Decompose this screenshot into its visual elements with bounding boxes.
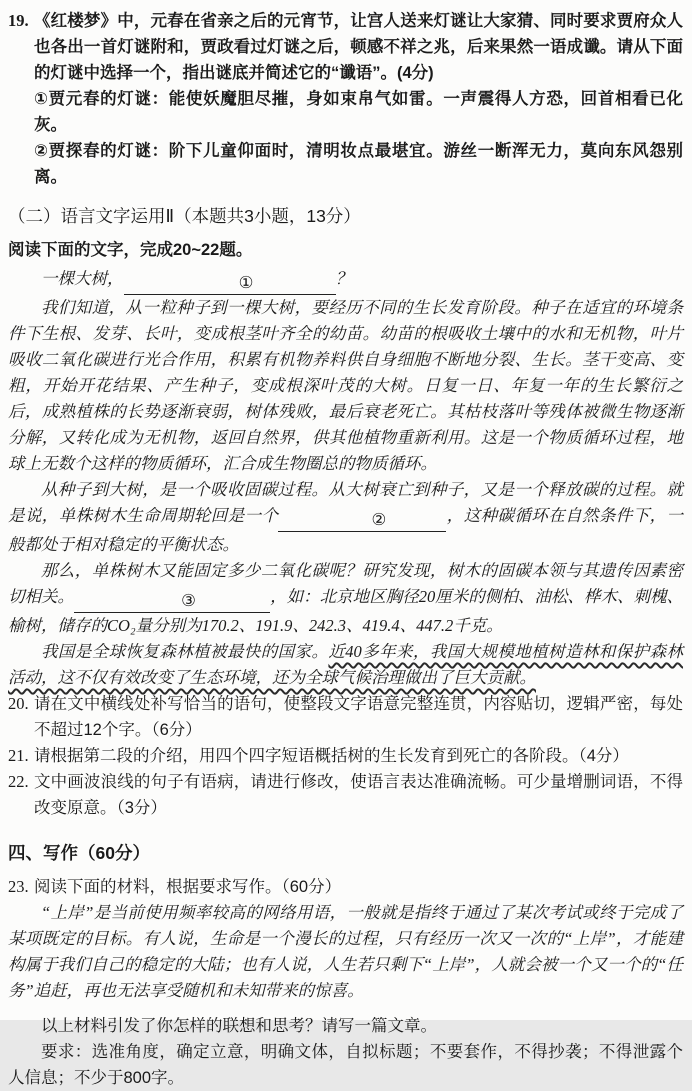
passage-paragraph-5	[8, 639, 683, 691]
essay-material: “上岸”是当前使用频率较高的网络用语，一般就是指终于通过了某次考试或终于完成了某项既定的目标。有人说，生命是一个漫长的过程，只有经历一次又一次的“上岸”，才能建构属于我们自己的稳定的大陆；也有人说，人生若只剩下“上岸”，人就会被一个又一个的“任务”追赶，再也无法享受随机和未知带来的惊喜。	[8, 903, 683, 1000]
question-20	[8, 691, 683, 743]
question-21-text: 请根据第二段的介绍，用四个四字短语概括树的生长发育到死亡的各阶段。（4分）	[34, 747, 629, 765]
passage-paragraph-3-end: ，这种碳循环在自然条件下，一般都处于相对稳定的平衡状态。	[8, 506, 684, 554]
passage-paragraph-3-text: 从种子到大树，是一个吸收固碳过程。从大树衰亡到种子，又是一个释放碳的过程。就是说，单株树木生命周期轮回是一个	[8, 480, 683, 525]
passage-paragraph-5-text: 我国是全球恢复森林植被最快的国家。	[41, 642, 329, 661]
passage-paragraph-2: 我们知道，从一粒种子到一棵大树，要经历不同的生长发育阶段。种子在适宜的环境条件下生根、发芽、长叶，变成根茎叶齐全的幼苗。幼苗的根吸收土壤中的水和无机物，叶片吸收二氧化碳进行光合作用，积累有机物养料供自身细胞不断地分裂、生长。茎干变高、变粗，开始开花结果、产生种子，变成根深叶茂的大树。日复一日、年复一年的生长繁衍之后，成熟植株的长势逐渐衰弱，树体残败，最后衰老死亡。其枯枝落叶等残体被微生物逐渐分解，又转化成为无机物，返回自然界，供其他植物重新利用。这是一个物质循环过程，地球上无数个这样的物质循环，汇合成生物圈总的物质循环。	[8, 298, 683, 473]
blank-2-label: ②	[371, 510, 387, 529]
blank-1-label: ①	[238, 273, 254, 292]
question-23-number: 23.	[8, 877, 29, 896]
question-20-text: 请在文中横线处补写恰当的语句，使整段文字语意完整连贯，内容贴切，逻辑严密，每处不超过12个字。（6分）	[34, 695, 683, 739]
question-19-body	[34, 8, 683, 190]
blank-1	[124, 272, 336, 295]
passage-line-1-end: ？	[335, 269, 352, 288]
question-21-number: 21.	[8, 746, 29, 765]
passage-paragraph-4-text: 那么，单株树木又能固定多少二氧化碳呢？研究发现，树木的固碳本领与其遗传因素密切相关。	[8, 561, 683, 606]
blank-2	[278, 509, 446, 532]
question-21	[8, 743, 683, 769]
question-22-number: 22.	[8, 772, 29, 791]
question-22	[8, 769, 683, 821]
question-20-number: 20.	[8, 694, 29, 713]
essay-prompt: 以上材料引发了你怎样的联想和思考？请写一篇文章。	[41, 1017, 437, 1035]
reading-instruction: 阅读下面的文字，完成20~22题。	[8, 241, 253, 259]
question-22-text: 文中画波浪线的句子有语病，请进行修改，使语言表达准确流畅。可少量增删词语，不得改变原意。（3分）	[34, 773, 683, 817]
section-2-header: （二）语言文字运用Ⅱ（本题共3小题，13分）	[8, 206, 361, 226]
question-23-intro: 阅读下面的材料，根据要求写作。（60分）	[34, 878, 342, 896]
passage-line-1	[8, 266, 683, 295]
question-23	[8, 874, 683, 900]
riddle-1: ①贾元春的灯谜：能使妖魔胆尽摧，身如束帛气如雷。一声震得人方恐，回首相看已化灰。	[34, 90, 683, 134]
wavy-underlined-sentence: 近40多年来，我国大规模地植树造林和保护森林活动，这不仅有效改变了生态环境，还为全球气候治理做出了巨大贡献。	[8, 642, 684, 687]
question-19-text: 《红楼梦》中，元春在省亲之后的元宵节，让宫人送来灯谜让大家猜、同时要求贾府众人也各出一首灯谜附和，贾政看过灯谜之后，顿感不祥之兆，后来果然一语成谶。请从下面的灯谜中选择一个，指出谜底并简述它的“谶语”。(4分)	[34, 12, 683, 82]
riddle-2: ②贾探春的灯谜：阶下儿童仰面时，清明妆点最堪宜。游丝一断浑无力，莫向东风怨别离。	[34, 142, 683, 186]
question-19	[8, 8, 683, 190]
blank-3	[74, 590, 270, 613]
passage-paragraph-4-end: ，如：北京地区胸径20厘米的侧柏、油松、桦木、刺槐、榆树，储存的CO₂量分别为170.2、191.9、242.3、419.4、447.2千克。	[8, 587, 684, 635]
passage-line-1-text: 一棵大树，	[41, 269, 124, 288]
blank-3-label: ③	[181, 591, 196, 610]
essay-requirements: 要求：选准角度，确定立意，明确文体，自拟标题；不要套作，不得抄袭；不得泄露个人信息；不少于800字。	[8, 1043, 683, 1087]
passage	[8, 266, 683, 691]
passage-paragraph-4	[8, 558, 683, 639]
passage-paragraph-3	[8, 477, 683, 558]
question-19-number: 19.	[8, 11, 29, 30]
section-4-header: 四、写作（60分）	[8, 843, 150, 863]
